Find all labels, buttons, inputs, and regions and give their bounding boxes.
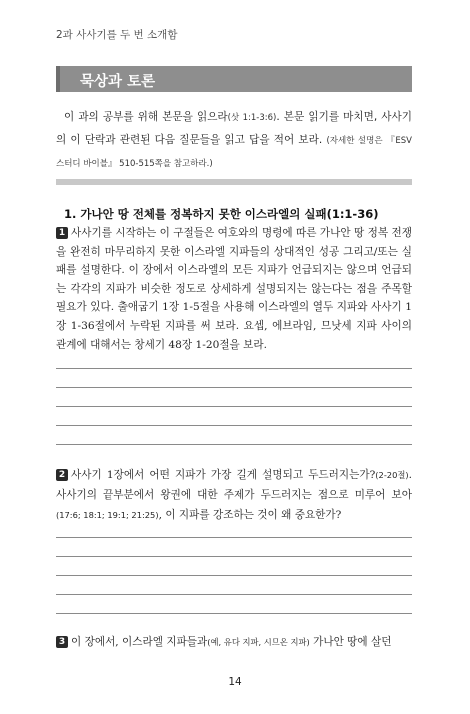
section-header bbox=[56, 66, 412, 92]
heading-1: 1. 가나안 땅 전체를 정복하지 못한 이스라엘의 실패(1:1-36) bbox=[64, 207, 379, 221]
question-number-badge: 3 bbox=[56, 636, 68, 648]
question-text: . 사사기의 끝부분에서 왕권에 대한 주제가 두드러지는 점으로 미루어 보아 bbox=[56, 469, 412, 501]
page-number: 14 bbox=[228, 676, 242, 688]
answer-line[interactable] bbox=[56, 406, 412, 407]
intro-note: (자세한 설명은 『ESV 스터디 바이블』 510-515쪽을 참고하라.) bbox=[56, 136, 412, 169]
intro-main: 이 과의 공부를 위해 본문을 읽으라 bbox=[64, 111, 228, 123]
question-text: 가나안 땅에 살던 bbox=[309, 636, 392, 648]
running-head: 2과 사사기를 두 번 소개함 bbox=[56, 29, 178, 41]
question-ref: (17:6; 18:1; 19:1; 21:25) bbox=[56, 510, 159, 520]
intro-ref: (삿 1:1-3:6) bbox=[227, 113, 277, 123]
question-number-badge: 2 bbox=[56, 469, 68, 481]
intro-paragraph bbox=[56, 106, 412, 175]
question-ref: (예, 유다 지파, 시므온 지파) bbox=[207, 637, 310, 647]
answer-line[interactable] bbox=[56, 425, 412, 426]
answer-line[interactable] bbox=[56, 613, 412, 614]
answer-line[interactable] bbox=[56, 537, 412, 538]
section-title: 묵상과 토론 bbox=[80, 74, 156, 90]
answer-line[interactable] bbox=[56, 575, 412, 576]
answer-line[interactable] bbox=[56, 444, 412, 445]
answer-line[interactable] bbox=[56, 368, 412, 369]
answer-line[interactable] bbox=[56, 387, 412, 388]
question-3 bbox=[56, 633, 412, 651]
answer-line[interactable] bbox=[56, 556, 412, 557]
answer-line[interactable] bbox=[56, 594, 412, 595]
question-number-badge: 1 bbox=[56, 227, 68, 239]
intro-mid: . 본문 읽기를 마치면, 사사기의 이 단락과 관련된 다음 질문들을 읽고 답을 적어 보라. bbox=[56, 111, 412, 146]
question-text: , 이 지파를 강조하는 것이 왜 중요한가? bbox=[158, 509, 342, 521]
question-text: 사사기를 시작하는 이 구절들은 여호와의 명령에 따른 가나안 땅 정복 전쟁을 완전히 마무리하지 못한 이스라엘 지파들의 상대적인 성공 그리고/또는 실패를 설명한다. 이 장에서 이스라엘의 모든 지파가 언급되지는 않으며 언급되는 각각의 지파가 비슷한 정도로 상세하게 설명되지는 않는다는 점을 주목할 필요가 있다. 출애굽기 1장 1-5절을 사용해 이스라엘의 열두 지파와 사사기 1장 1-36절에서 누락된 지파를 써 보라. 요셉, 에브라임, 므낫세 지파 사이의 관계에 대해서는 창세기 48장 1-20절을 보라. bbox=[56, 227, 412, 351]
question-ref: (2-20절) bbox=[375, 470, 409, 480]
question-2 bbox=[56, 465, 412, 525]
question-text: 사사기 1장에서 어떤 지파가 가장 길게 설명되고 두드러지는가? bbox=[71, 469, 376, 481]
question-1 bbox=[56, 224, 412, 354]
section-divider bbox=[56, 179, 412, 185]
question-text: 이 장에서, 이스라엘 지파들과 bbox=[71, 636, 208, 648]
